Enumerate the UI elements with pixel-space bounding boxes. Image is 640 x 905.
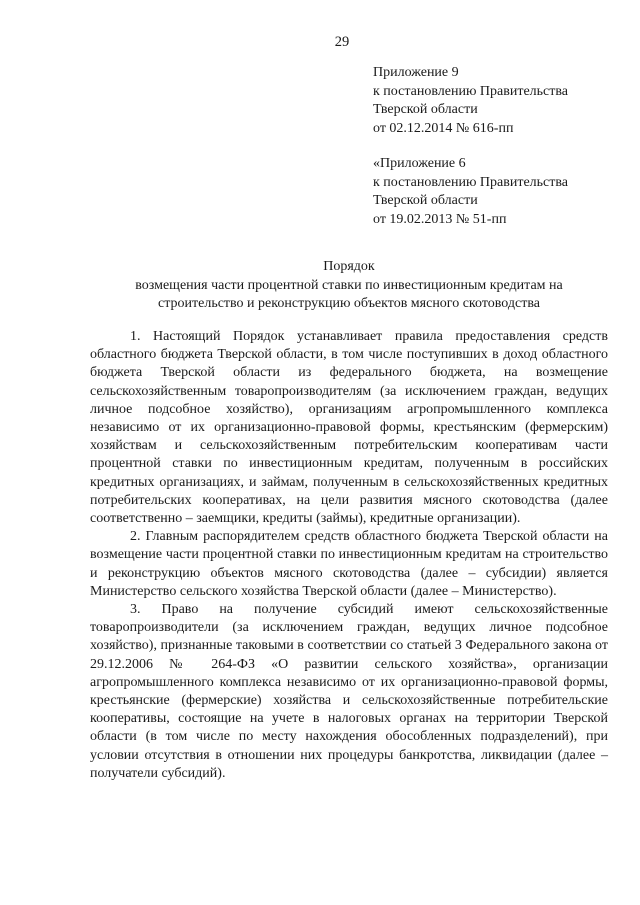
appendix-resolution-ref: к постановлению Правительства	[373, 174, 569, 190]
appendix-date-number: от 19.02.2013 № 51-пп	[373, 211, 507, 227]
page-number: 29	[334, 34, 350, 50]
appendix-resolution-ref: к постановлению Правительства	[373, 83, 569, 99]
appendix-title: «Приложение 6	[373, 156, 466, 171]
title-heading: Порядок	[323, 259, 375, 274]
appendix-date-number: от 02.12.2014 № 616-пп	[373, 120, 514, 136]
appendix-region: Тверской области	[373, 102, 478, 117]
title-subject-line-2: строительство и реконструкцию объектов мясного скотоводства	[158, 296, 540, 311]
document-body	[90, 328, 608, 783]
document-title	[90, 258, 608, 314]
paragraph-3: 3. Право на получение субсидий имеют сельскохозяйственные товаропроизводители (за исключением граждан, ведущих личное подсобное хозяйство), признанные таковыми в соответствии со статьей 3 Федерального закона от 29.12.2006 № 264-ФЗ «О развитии сельского хозяйства», организации агропромышленного комплекса независимо от их организационно-правовой формы, крестьянские (фермерские) хозяйства и сельскохозяйственные потребительские кооперативы, состоящие на учете в налоговых органах на территории Тверской области (в том числе по месту нахождения обособленных подразделений), при условии отсутствия в отношении них процедуры банкротства, ликвидации (далее – получатели субсидий).	[90, 602, 608, 781]
paragraph-1: 1. Настоящий Порядок устанавливает правила предоставления средств областного бюджета Тверской области, в том числе поступивших в доход областного бюджета Тверской области из федерального бюджета, на возмещение сельскохозяйственным товаропроизводителям (за исключением граждан, ведущих личное подсобное хозяйство), организациям агропромышленного комплекса независимо от их организационно-правовой формы, крестьянским (фермерским) хозяйствам и сельскохозяйственным потребительским кооперативам части процентной ставки по инвестиционным кредитам, полученным в российских кредитных организациях, и займам, полученным в сельскохозяйственных кредитных потребительских кооперативах, на цели развития мясного скотоводства (далее соответственно – заемщики, кредиты (займы), кредитные организации).	[90, 329, 608, 527]
appendix-title: Приложение 9	[373, 65, 459, 80]
title-subject-line-1: возмещения части процентной ставки по инвестиционным кредитам на	[135, 277, 563, 293]
appendix-header-original	[373, 155, 568, 229]
paragraph-2: 2. Главным распорядителем средств областного бюджета Тверской области на возмещение части процентной ставки по инвестиционным кредитам на строительство и реконструкцию объектов мясного скотоводства (далее – субсидии) является Министерство сельского хозяйства Тверской области (далее – Министерство).	[90, 529, 608, 599]
appendix-region: Тверской области	[373, 193, 478, 208]
appendix-header-current	[373, 64, 568, 138]
